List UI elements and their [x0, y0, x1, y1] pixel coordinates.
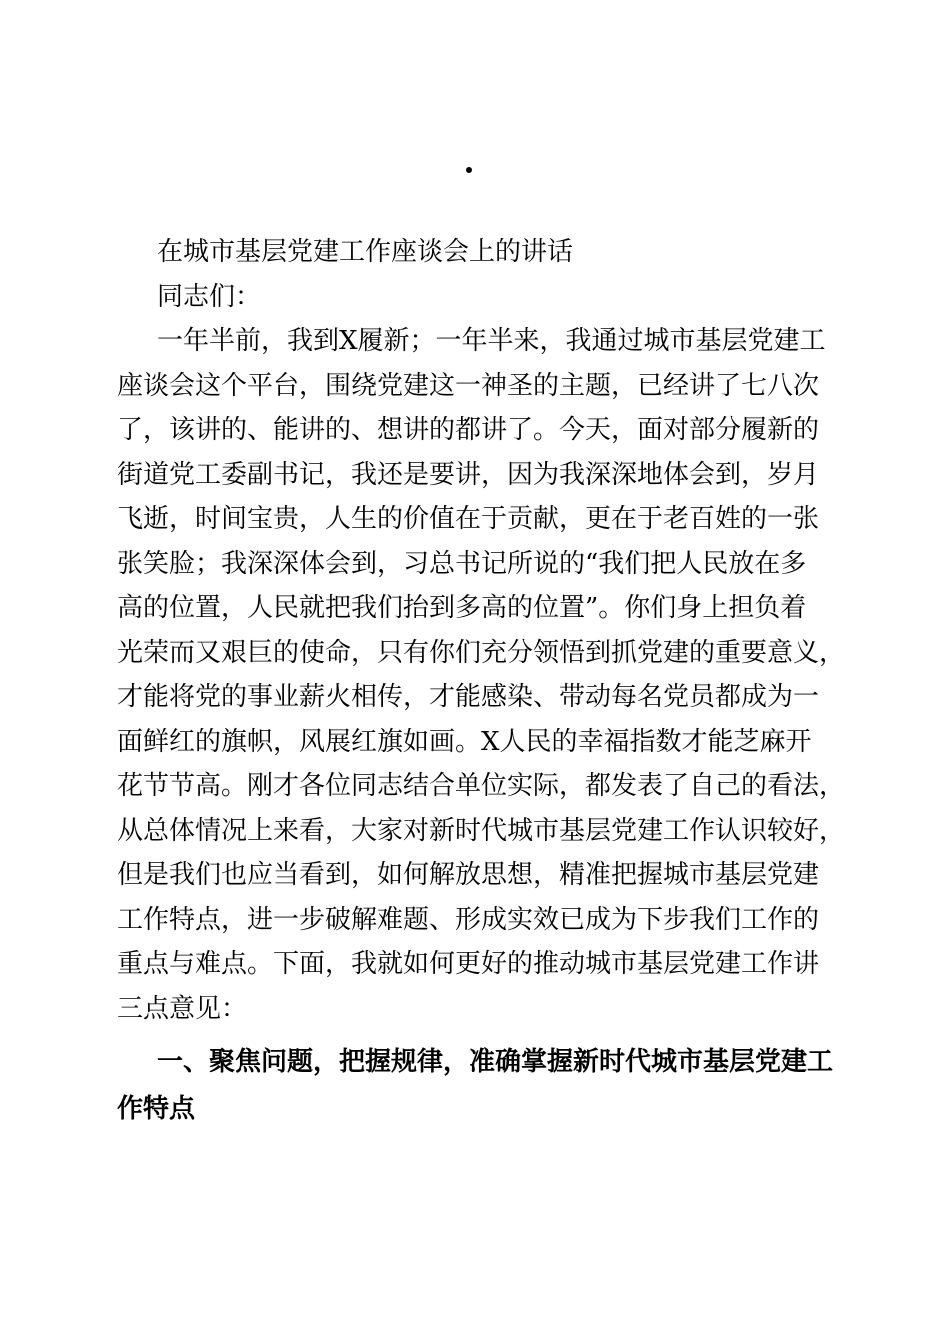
- paragraph-line: 工作特点，进一步破解难题、形成实效已成为下步我们工作的: [117, 904, 820, 935]
- salutation: 同志们：: [157, 281, 262, 312]
- paragraph-line: 才能将党的事业薪火相传，才能感染、带动每名党员都成为一: [117, 682, 820, 712]
- document-title: 在城市基层党建工作座谈会上的讲话: [157, 237, 574, 267]
- paragraph-line: 重点与难点。下面，我就如何更好的推动城市基层党建工作讲: [117, 949, 820, 979]
- paragraph-line: 了，该讲的、能讲的、想讲的都讲了。今天，面对部分履新的: [117, 415, 820, 445]
- paragraph-line: 飞逝，时间宝贵，人生的价值在于贡献，更在于老百姓的一张: [117, 504, 820, 534]
- section-heading: [117, 1039, 837, 1133]
- paragraph-line: 但是我们也应当看到，如何解放思想，精准把握城市基层党建: [117, 860, 820, 890]
- heading-line: 作特点: [117, 1094, 196, 1124]
- paragraph-line: 街道党工委副书记，我还是要讲，因为我深深地体会到，岁月: [117, 459, 820, 490]
- speech-paragraph: [117, 319, 846, 1031]
- bullet-dot: [466, 167, 472, 173]
- paragraph-line: 三点意见：: [117, 993, 248, 1024]
- paragraph-line: 一年半前，我到X履新；一年半来，我通过城市基层党建工: [157, 326, 826, 356]
- paragraph-line: 高的位置，人民就把我们抬到多高的位置”。你们身上担负着: [117, 593, 807, 623]
- paragraph-line: 面鲜红的旗帜，风展红旗如画。X人民的幸福指数才能芝麻开: [117, 726, 812, 757]
- document-body: [117, 230, 846, 1133]
- paragraph-line: 座谈会这个平台，围绕党建这一神圣的主题，已经讲了七八次: [117, 370, 820, 401]
- paragraph-line: 花节节高。刚才各位同志结合单位实际，都发表了自己的看法，: [117, 771, 846, 801]
- paragraph-line: 从总体情况上来看，大家对新时代城市基层党建工作认识较好，: [117, 815, 846, 846]
- heading-line: 一、聚焦问题，把握规律，准确掌握新时代城市基层党建工: [157, 1047, 834, 1077]
- paragraph-line: 张笑脸；我深深体会到，习总书记所说的“我们把人民放在多: [117, 548, 807, 579]
- paragraph-line: 光荣而又艰巨的使命，只有你们充分领悟到抓党建的重要意义，: [117, 637, 846, 668]
